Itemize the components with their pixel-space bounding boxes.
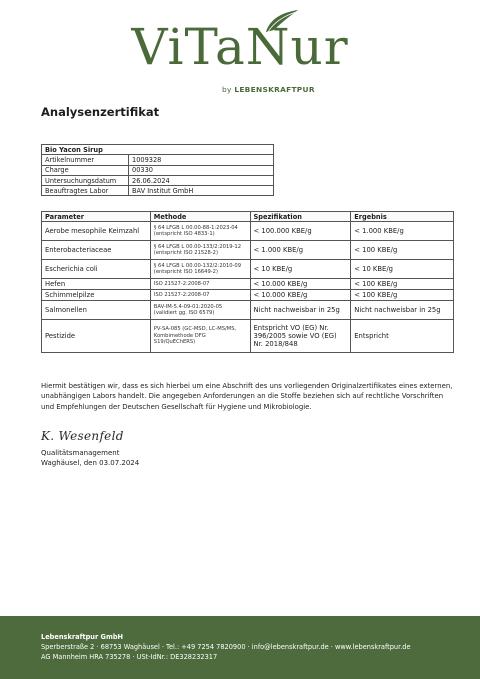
- logo-wordmark: ViTaNur: [131, 18, 349, 76]
- spec-cell: < 10 KBE/g: [250, 260, 351, 279]
- product-info-table: [41, 144, 274, 196]
- method-cell: PV-SA-085 (GC-MSD, LC-MS/MS, Kombimethode DFG S19/QuEChERS): [150, 320, 250, 353]
- product-row-label: Beauftragtes Labor: [42, 186, 129, 196]
- logo-subline: by LEBENSKRAFTPUR: [222, 85, 315, 94]
- parameter-cell: Pestizide: [42, 320, 151, 353]
- result-cell: Entspricht: [351, 320, 454, 353]
- result-cell: < 10 KBE/g: [351, 260, 454, 279]
- table-row: [42, 222, 454, 241]
- product-row-value: 00330: [129, 165, 274, 175]
- column-header-spec: Spezifikation: [250, 212, 351, 222]
- footer-address: Sperberstraße 2 · 68753 Waghäusel · Tel.: +49 7254 7820900 · info@lebenskraftpur.de · www.lebenskraftpur.de: [41, 643, 411, 651]
- table-row: [42, 279, 454, 290]
- parameter-cell: Enterobacteriaceae: [42, 241, 151, 260]
- product-row-value: 1009328: [129, 155, 274, 165]
- table-row: [42, 290, 454, 301]
- signatory-role: Qualitätsmanagement: [41, 449, 120, 457]
- page-title: Analysenzertifikat: [41, 105, 160, 119]
- parameter-cell: Salmonellen: [42, 301, 151, 320]
- parameter-cell: Aerobe mesophile Keimzahl: [42, 222, 151, 241]
- product-row: [42, 155, 274, 165]
- spec-cell: < 100.000 KBE/g: [250, 222, 351, 241]
- table-row: [42, 320, 454, 353]
- column-header-parameter: Parameter: [42, 212, 151, 222]
- method-cell: BAV-IM-5.4-09-01:2020-05 (validiert gg. ISO 6579): [150, 301, 250, 320]
- product-name-row: [42, 145, 274, 155]
- handwritten-signature: K. Wesenfeld: [41, 429, 124, 443]
- product-row-value: 26.06.2024: [129, 175, 274, 185]
- result-cell: < 100 KBE/g: [351, 241, 454, 260]
- parameter-cell: Escherichia coli: [42, 260, 151, 279]
- place-and-date: Waghäusel, den 03.07.2024: [41, 459, 140, 467]
- table-row: [42, 241, 454, 260]
- table-row: [42, 301, 454, 320]
- parameter-cell: Hefen: [42, 279, 151, 290]
- spec-cell: < 1.000 KBE/g: [250, 241, 351, 260]
- product-row-label: Artikelnummer: [42, 155, 129, 165]
- product-row: [42, 175, 274, 185]
- product-row-label: Charge: [42, 165, 129, 175]
- product-row-value: BAV Institut GmbH: [129, 186, 274, 196]
- product-row: [42, 186, 274, 196]
- page-footer: [0, 616, 480, 679]
- spec-cell: < 10.000 KBE/g: [250, 290, 351, 301]
- spec-cell: Entspricht VO (EG) Nr. 396/2005 sowie VO (EG) Nr. 2018/848: [250, 320, 351, 353]
- column-header-method: Methode: [150, 212, 250, 222]
- method-cell: ISO 21527-2:2008-07: [150, 290, 250, 301]
- product-row-label: Untersuchungsdatum: [42, 175, 129, 185]
- footer-company: Lebenskraftpur GmbH: [41, 633, 124, 641]
- parameter-cell: Schimmelpilze: [42, 290, 151, 301]
- column-header-result: Ergebnis: [351, 212, 454, 222]
- analysis-header-row: [42, 212, 454, 222]
- table-row: [42, 260, 454, 279]
- spec-cell: Nicht nachweisbar in 25g: [250, 301, 351, 320]
- analysis-table: [41, 211, 454, 353]
- method-cell: § 64 LFGB L 00.00-132/2:2010-09 (entspricht ISO 16649-2): [150, 260, 250, 279]
- certification-statement: Hiermit bestätigen wir, dass es sich hierbei um eine Abschrift des uns vorliegenden Originalzertifikates eines externen, unabhängigen Labors handelt. Die angegeben Anforderungen an die Stoffe beziehen sich auf rechtliche Vorschriften und Empfehlungen der Deutschen Gesellschaft für Hygiene und Mikrobiologie.: [41, 382, 453, 411]
- result-cell: Nicht nachweisbar in 25g: [351, 301, 454, 320]
- product-name: Bio Yacon Sirup: [42, 145, 274, 155]
- brand-logo: [0, 8, 480, 100]
- result-cell: < 100 KBE/g: [351, 279, 454, 290]
- result-cell: < 1.000 KBE/g: [351, 222, 454, 241]
- footer-register: AG Mannheim HRA 735278 · USt-IdNr.: DE328232317: [41, 653, 218, 661]
- method-cell: § 64 LFGB L 00.00-88-1:2023-04 (entspricht ISO 4833-1): [150, 222, 250, 241]
- spec-cell: < 10.000 KBE/g: [250, 279, 351, 290]
- result-cell: < 100 KBE/g: [351, 290, 454, 301]
- method-cell: § 64 LFGB L 00.00-133/2:2019-12 (entspricht ISO 21528-2): [150, 241, 250, 260]
- product-row: [42, 165, 274, 175]
- method-cell: ISO 21527-2:2008-07: [150, 279, 250, 290]
